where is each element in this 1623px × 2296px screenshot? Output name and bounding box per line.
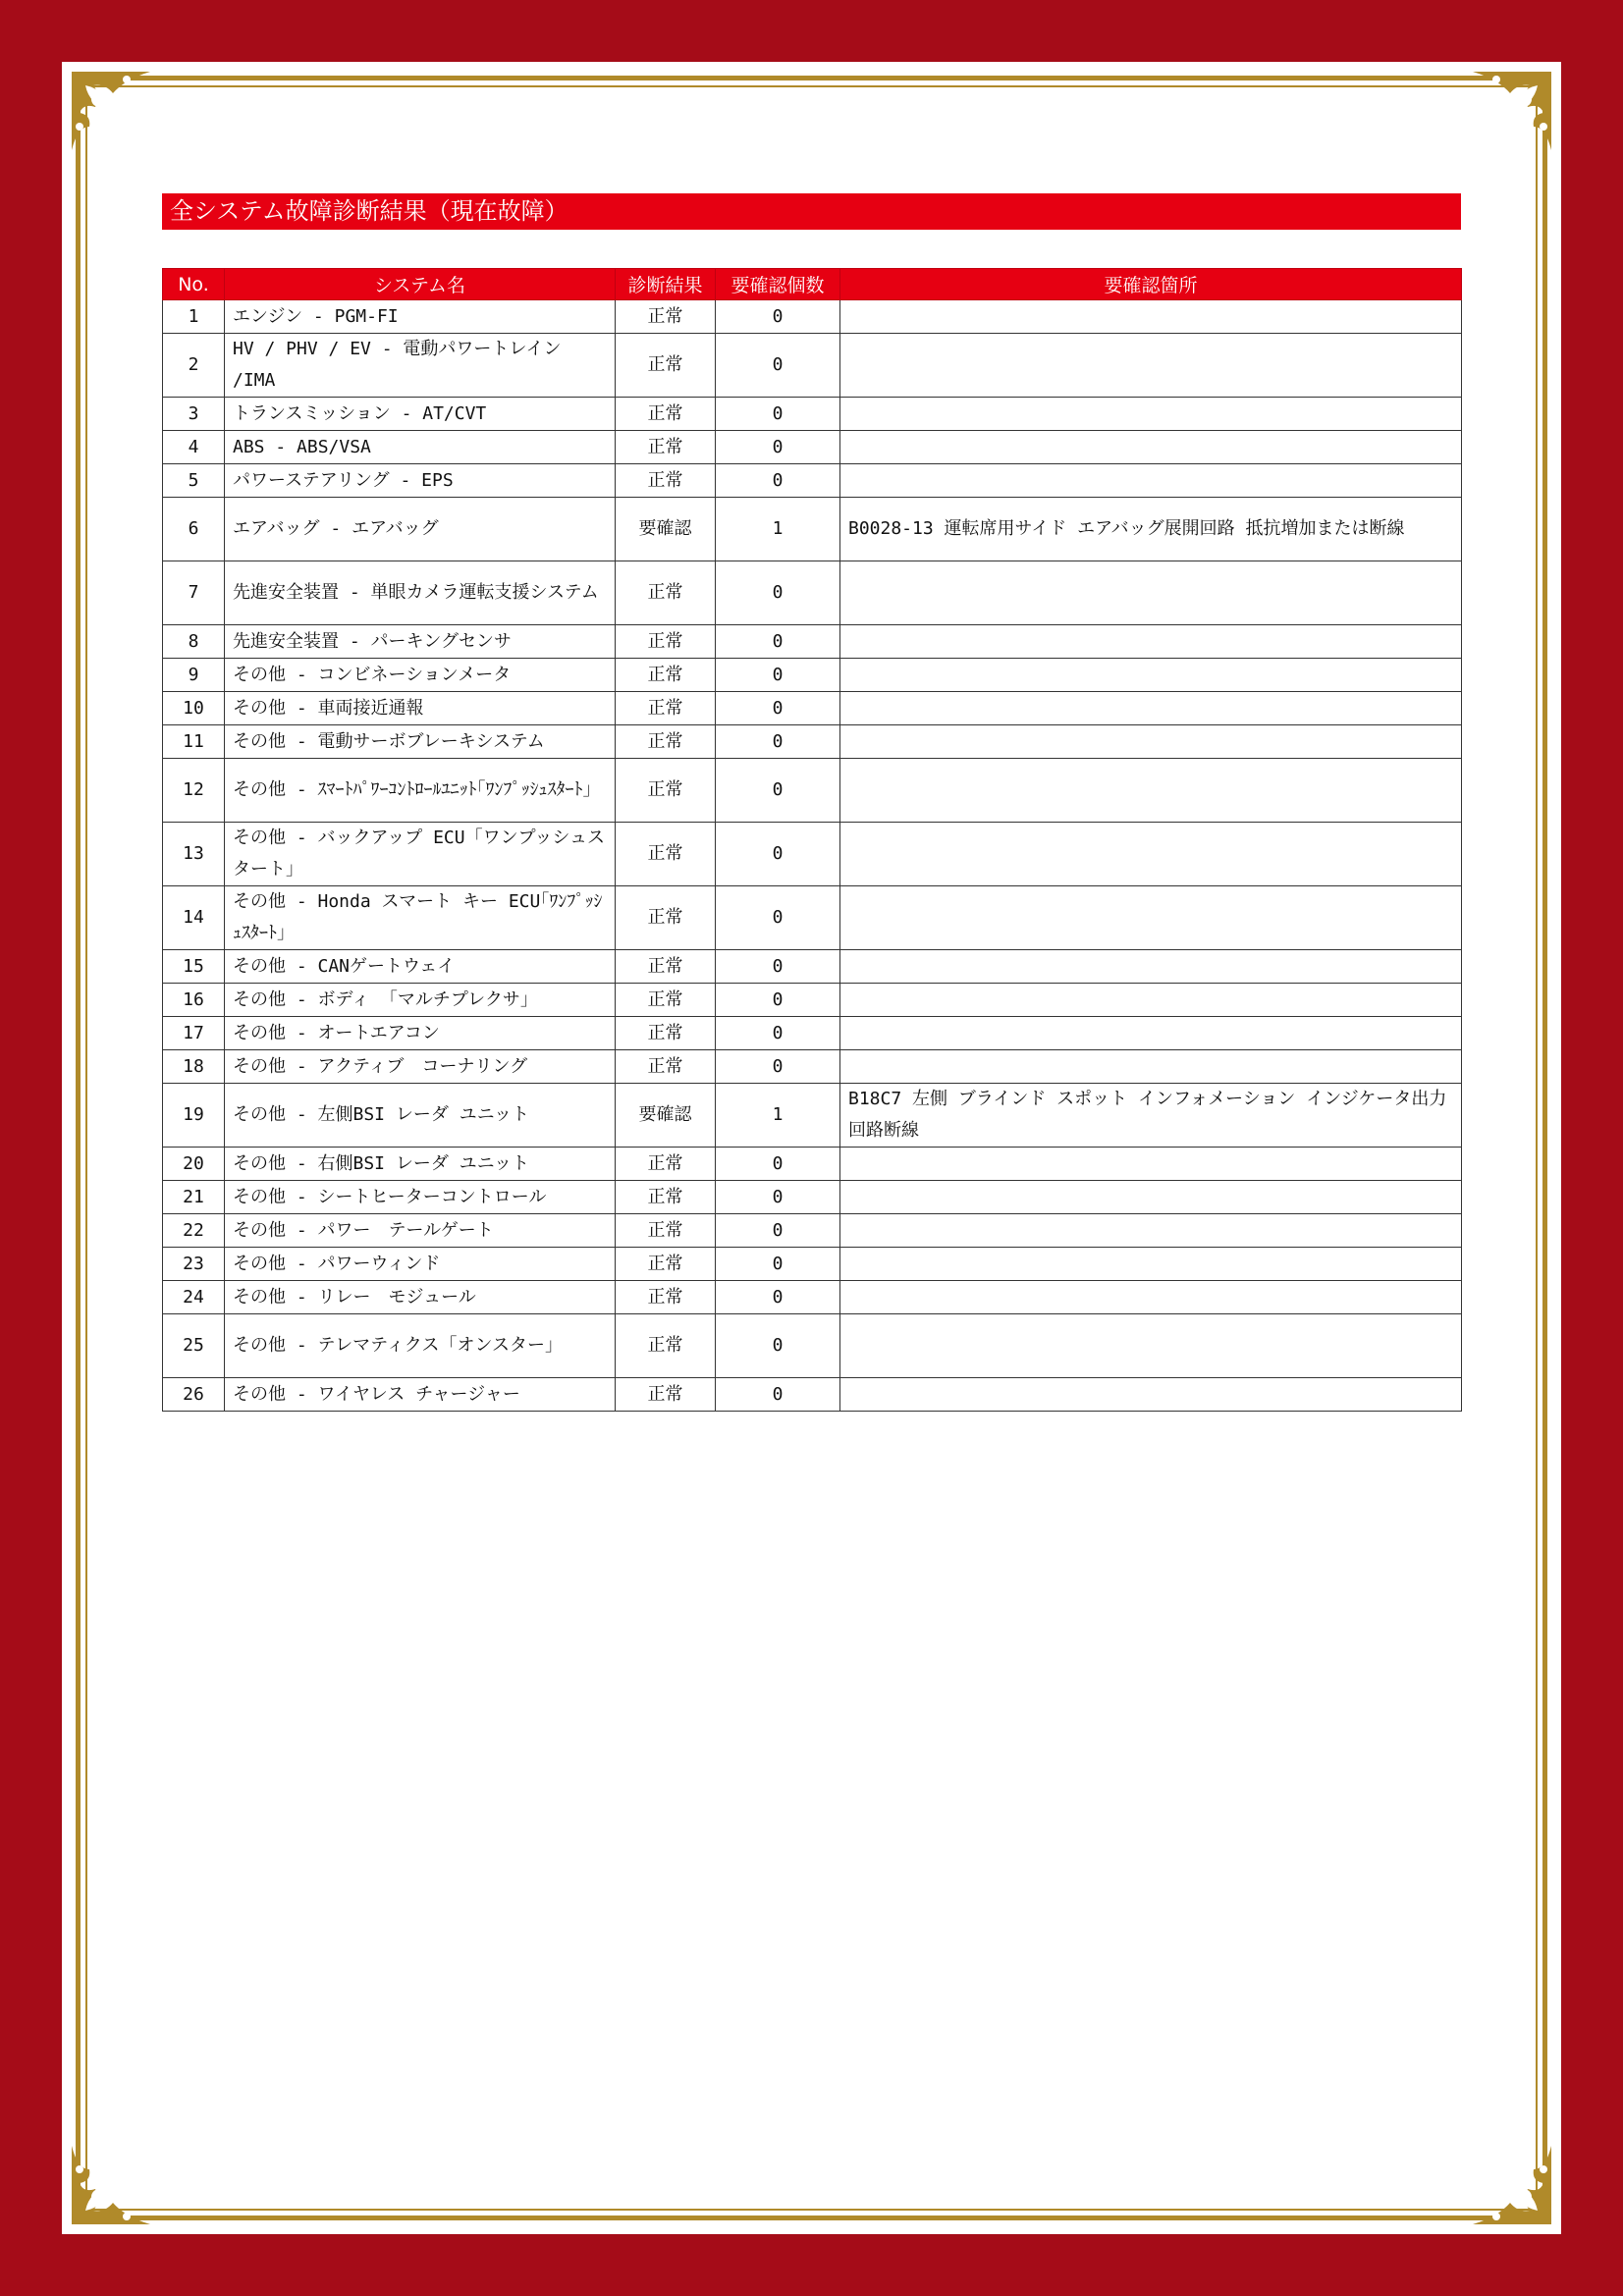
row-system: その他 - 右側BSI レーダ ユニット [225, 1148, 616, 1181]
table-row [163, 431, 1462, 464]
table-row [163, 984, 1462, 1017]
row-system: HV / PHV / EV - 電動パワートレイン /IMA [225, 334, 616, 398]
row-system: その他 - アクティブ コーナリング [225, 1050, 616, 1084]
table-row [163, 1084, 1462, 1148]
row-count: 0 [716, 1017, 840, 1050]
row-system: その他 - パワーウィンド [225, 1248, 616, 1281]
row-system: その他 - オートエアコン [225, 1017, 616, 1050]
row-location [840, 1050, 1462, 1084]
row-result: 正常 [616, 950, 716, 984]
row-result: 正常 [616, 1281, 716, 1314]
corner-ornament-icon [1467, 2140, 1557, 2230]
table-row [163, 561, 1462, 625]
corner-ornament-icon [66, 2140, 156, 2230]
table-row [163, 725, 1462, 759]
table-row [163, 1017, 1462, 1050]
row-no: 1 [163, 300, 225, 334]
row-no: 3 [163, 398, 225, 431]
row-location [840, 1378, 1462, 1412]
row-count: 0 [716, 1248, 840, 1281]
row-result: 正常 [616, 1214, 716, 1248]
diagnosis-table [162, 268, 1462, 1412]
table-header-row [163, 269, 1462, 300]
table-row [163, 625, 1462, 659]
row-count: 0 [716, 1148, 840, 1181]
row-system: その他 - シートヒーターコントロール [225, 1181, 616, 1214]
corner-ornament-icon [66, 66, 156, 156]
row-location [840, 886, 1462, 950]
row-count: 1 [716, 498, 840, 561]
row-system: その他 - Honda スマート キー ECU｢ﾜﾝﾌﾟｯｼｭｽﾀｰﾄ｣ [225, 886, 616, 950]
row-location [840, 1248, 1462, 1281]
row-system: その他 - テレマティクス「オンスター」 [225, 1314, 616, 1378]
row-count: 0 [716, 759, 840, 823]
row-result: 正常 [616, 1181, 716, 1214]
row-count: 0 [716, 625, 840, 659]
row-count: 0 [716, 561, 840, 625]
row-location [840, 1281, 1462, 1314]
table-row [163, 823, 1462, 886]
row-result: 正常 [616, 984, 716, 1017]
row-result: 正常 [616, 464, 716, 498]
row-system: その他 - ワイヤレス チャージャー [225, 1378, 616, 1412]
row-result: 正常 [616, 398, 716, 431]
row-location [840, 431, 1462, 464]
row-result: 正常 [616, 659, 716, 692]
table-row [163, 498, 1462, 561]
row-no: 2 [163, 334, 225, 398]
table-row [163, 1050, 1462, 1084]
row-no: 12 [163, 759, 225, 823]
row-no: 15 [163, 950, 225, 984]
section-title: 全システム故障診断結果（現在故障） [162, 193, 1461, 230]
row-location [840, 725, 1462, 759]
table-row [163, 1281, 1462, 1314]
row-result: 正常 [616, 1314, 716, 1378]
row-no: 21 [163, 1181, 225, 1214]
row-system: トランスミッション - AT/CVT [225, 398, 616, 431]
row-no: 25 [163, 1314, 225, 1378]
row-count: 0 [716, 1314, 840, 1378]
row-count: 0 [716, 1181, 840, 1214]
row-count: 1 [716, 1084, 840, 1148]
table-row [163, 398, 1462, 431]
table-row [163, 659, 1462, 692]
row-result: 正常 [616, 692, 716, 725]
row-location [840, 1017, 1462, 1050]
row-count: 0 [716, 692, 840, 725]
row-result: 正常 [616, 823, 716, 886]
table-row [163, 950, 1462, 984]
row-location [840, 1181, 1462, 1214]
table-row [163, 300, 1462, 334]
row-no: 7 [163, 561, 225, 625]
row-system: その他 - ｽﾏｰﾄﾊﾟﾜｰｺﾝﾄﾛｰﾙﾕﾆｯﾄ｢ﾜﾝﾌﾟｯｼｭｽﾀｰﾄ｣ [225, 759, 616, 823]
row-no: 26 [163, 1378, 225, 1412]
row-count: 0 [716, 300, 840, 334]
row-no: 16 [163, 984, 225, 1017]
row-count: 0 [716, 334, 840, 398]
table-row [163, 1148, 1462, 1181]
table-row [163, 759, 1462, 823]
row-count: 0 [716, 659, 840, 692]
table-row [163, 1214, 1462, 1248]
corner-ornament-icon [1467, 66, 1557, 156]
row-count: 0 [716, 398, 840, 431]
row-result: 正常 [616, 300, 716, 334]
row-result: 正常 [616, 334, 716, 398]
row-system: その他 - コンビネーションメータ [225, 659, 616, 692]
row-location [840, 1314, 1462, 1378]
row-system: その他 - リレー モジュール [225, 1281, 616, 1314]
row-result: 正常 [616, 1017, 716, 1050]
row-result: 正常 [616, 759, 716, 823]
row-location [840, 759, 1462, 823]
row-result: 正常 [616, 725, 716, 759]
row-no: 4 [163, 431, 225, 464]
row-count: 0 [716, 464, 840, 498]
row-no: 14 [163, 886, 225, 950]
row-no: 5 [163, 464, 225, 498]
row-no: 23 [163, 1248, 225, 1281]
table-row [163, 334, 1462, 398]
row-system: その他 - 左側BSI レーダ ユニット [225, 1084, 616, 1148]
row-result: 正常 [616, 625, 716, 659]
row-no: 17 [163, 1017, 225, 1050]
row-no: 22 [163, 1214, 225, 1248]
row-system: 先進安全装置 - パーキングセンサ [225, 625, 616, 659]
table-row [163, 1378, 1462, 1412]
row-no: 18 [163, 1050, 225, 1084]
row-count: 0 [716, 431, 840, 464]
row-location: B18C7 左側 ブラインド スポット インフォメーション インジケータ出力回路断線 [840, 1084, 1462, 1148]
row-count: 0 [716, 1378, 840, 1412]
row-location [840, 464, 1462, 498]
row-system: エアバッグ - エアバッグ [225, 498, 616, 561]
row-result: 正常 [616, 561, 716, 625]
row-no: 20 [163, 1148, 225, 1181]
row-count: 0 [716, 1281, 840, 1314]
row-location [840, 398, 1462, 431]
row-result: 正常 [616, 1050, 716, 1084]
row-result: 正常 [616, 1378, 716, 1412]
row-result: 正常 [616, 1248, 716, 1281]
row-location [840, 823, 1462, 886]
row-result: 要確認 [616, 1084, 716, 1148]
row-count: 0 [716, 1050, 840, 1084]
row-result: 正常 [616, 431, 716, 464]
row-system: その他 - バックアップ ECU「ワンプッシュスタート」 [225, 823, 616, 886]
row-count: 0 [716, 886, 840, 950]
row-no: 9 [163, 659, 225, 692]
row-count: 0 [716, 823, 840, 886]
row-system: ABS - ABS/VSA [225, 431, 616, 464]
row-system: その他 - 電動サーボブレーキシステム [225, 725, 616, 759]
row-no: 10 [163, 692, 225, 725]
row-count: 0 [716, 984, 840, 1017]
row-count: 0 [716, 725, 840, 759]
row-system: その他 - パワー テールゲート [225, 1214, 616, 1248]
row-no: 24 [163, 1281, 225, 1314]
table-row [163, 464, 1462, 498]
row-system: 先進安全装置 - 単眼カメラ運転支援システム [225, 561, 616, 625]
row-system: パワーステアリング - EPS [225, 464, 616, 498]
row-result: 要確認 [616, 498, 716, 561]
row-system: エンジン - PGM-FI [225, 300, 616, 334]
row-no: 11 [163, 725, 225, 759]
row-no: 13 [163, 823, 225, 886]
row-system: その他 - 車両接近通報 [225, 692, 616, 725]
row-no: 6 [163, 498, 225, 561]
row-location: B0028-13 運転席用サイド エアバッグ展開回路 抵抗増加または断線 [840, 498, 1462, 561]
row-no: 8 [163, 625, 225, 659]
row-location [840, 1148, 1462, 1181]
column-header-system: システム名 [225, 269, 616, 300]
column-header-location: 要確認箇所 [840, 269, 1462, 300]
row-system: その他 - CANゲートウェイ [225, 950, 616, 984]
row-location [840, 300, 1462, 334]
column-header-count: 要確認個数 [716, 269, 840, 300]
report-page [62, 62, 1561, 2234]
row-location [840, 692, 1462, 725]
table-row [163, 886, 1462, 950]
row-count: 0 [716, 1214, 840, 1248]
table-row [163, 1248, 1462, 1281]
row-system: その他 - ボディ 「マルチプレクサ」 [225, 984, 616, 1017]
row-location [840, 334, 1462, 398]
table-row [163, 692, 1462, 725]
row-no: 19 [163, 1084, 225, 1148]
row-location [840, 950, 1462, 984]
row-result: 正常 [616, 886, 716, 950]
row-location [840, 984, 1462, 1017]
row-location [840, 625, 1462, 659]
column-header-result: 診断結果 [616, 269, 716, 300]
row-location [840, 561, 1462, 625]
row-count: 0 [716, 950, 840, 984]
table-row [163, 1181, 1462, 1214]
row-result: 正常 [616, 1148, 716, 1181]
table-row [163, 1314, 1462, 1378]
column-header-no: No. [163, 269, 225, 300]
row-location [840, 659, 1462, 692]
row-location [840, 1214, 1462, 1248]
